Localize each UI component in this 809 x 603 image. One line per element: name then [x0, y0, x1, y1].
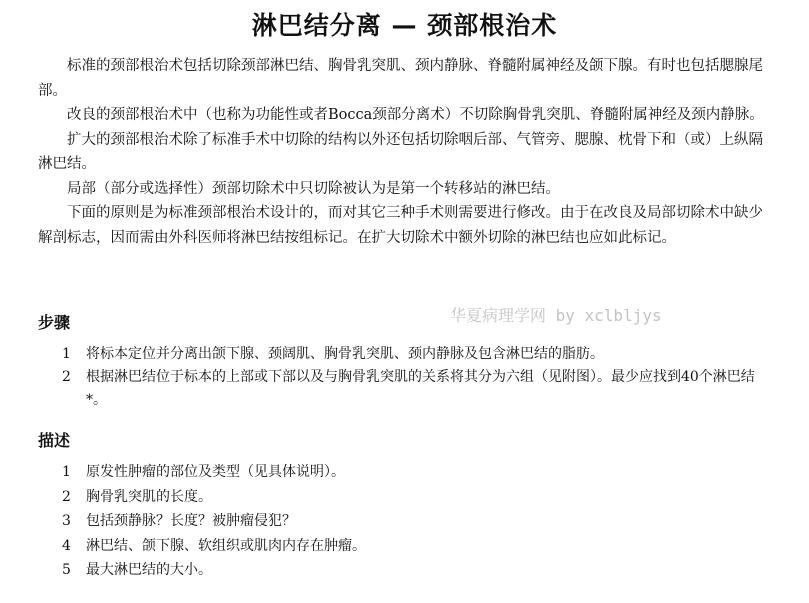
item-text: 将标本定位并分离出颌下腺、颈阔肌、胸骨乳突肌、颈内静脉及包含淋巴结的脂肪。 [86, 346, 604, 362]
item-number: 2 [62, 369, 71, 385]
item-text: 最大淋巴结的大小。 [86, 562, 212, 578]
description-list [62, 460, 772, 583]
list-item [62, 366, 772, 412]
item-text: 原发性肿瘤的部位及类型（见具体说明）。 [86, 464, 345, 480]
intro-paragraph-principles: 下面的原则是为标准颈部根治术设计的，而对其它三种手术则需要进行修改。由于在改良及局部切除术中缺少解剖标志，因而需由外科医师将淋巴结按组标记。在扩大切除术中额外切除的淋巴结也应如此标记。 [38, 205, 763, 246]
item-number: 4 [62, 537, 71, 554]
intro-paragraph-partial: 局部（部分或选择性）颈部切除术中只切除被认为是第一个转移站的淋巴结。 [67, 180, 560, 197]
intro-paragraph-modified: 改良的颈部根治术中（也称为功能性或者Bocca颈部分离术）不切除胸骨乳突肌、脊髓附属神经及颈内静脉。 [67, 107, 764, 123]
watermark: 华夏病理学网 by xclbljys [450, 306, 662, 325]
steps-heading: 步骤 [38, 313, 71, 332]
list-item [62, 509, 772, 534]
item-number: 3 [62, 513, 71, 529]
item-text: 胸骨乳突肌的长度。 [86, 488, 212, 505]
page-title: 淋巴结分离 — 颈部根治术 [251, 11, 558, 40]
list-item [62, 558, 772, 583]
list-item [62, 343, 772, 366]
description-heading: 描述 [38, 431, 71, 450]
steps-list [62, 343, 772, 412]
list-item [62, 485, 772, 510]
intro-section [38, 54, 768, 250]
item-number: 2 [62, 488, 71, 505]
intro-paragraph-extended: 扩大的颈部根治术除了标准手术中切除的结构以外还包括切除咽后部、气管旁、腮腺、枕骨下和（或）上纵隔淋巴结。 [38, 131, 763, 172]
item-text: 根据淋巴结位于标本的上部或下部以及与胸骨乳突肌的关系将其分为六组（见附图）。最少应找到40个淋巴结*。 [86, 369, 755, 408]
item-number: 1 [62, 346, 71, 362]
intro-paragraph-standard: 标准的颈部根治术包括切除颈部淋巴结、胸骨乳突肌、颈内静脉、脊髓附属神经及颌下腺。有时也包括腮腺尾部。 [38, 58, 763, 99]
item-number: 5 [62, 562, 71, 578]
item-text: 包括颈静脉？长度？被肿瘤侵犯？ [86, 513, 296, 529]
list-item [62, 534, 772, 559]
item-number: 1 [62, 464, 71, 480]
list-item [62, 460, 772, 485]
item-text: 淋巴结、颌下腺、软组织或肌肉内存在肿瘤。 [86, 537, 366, 554]
